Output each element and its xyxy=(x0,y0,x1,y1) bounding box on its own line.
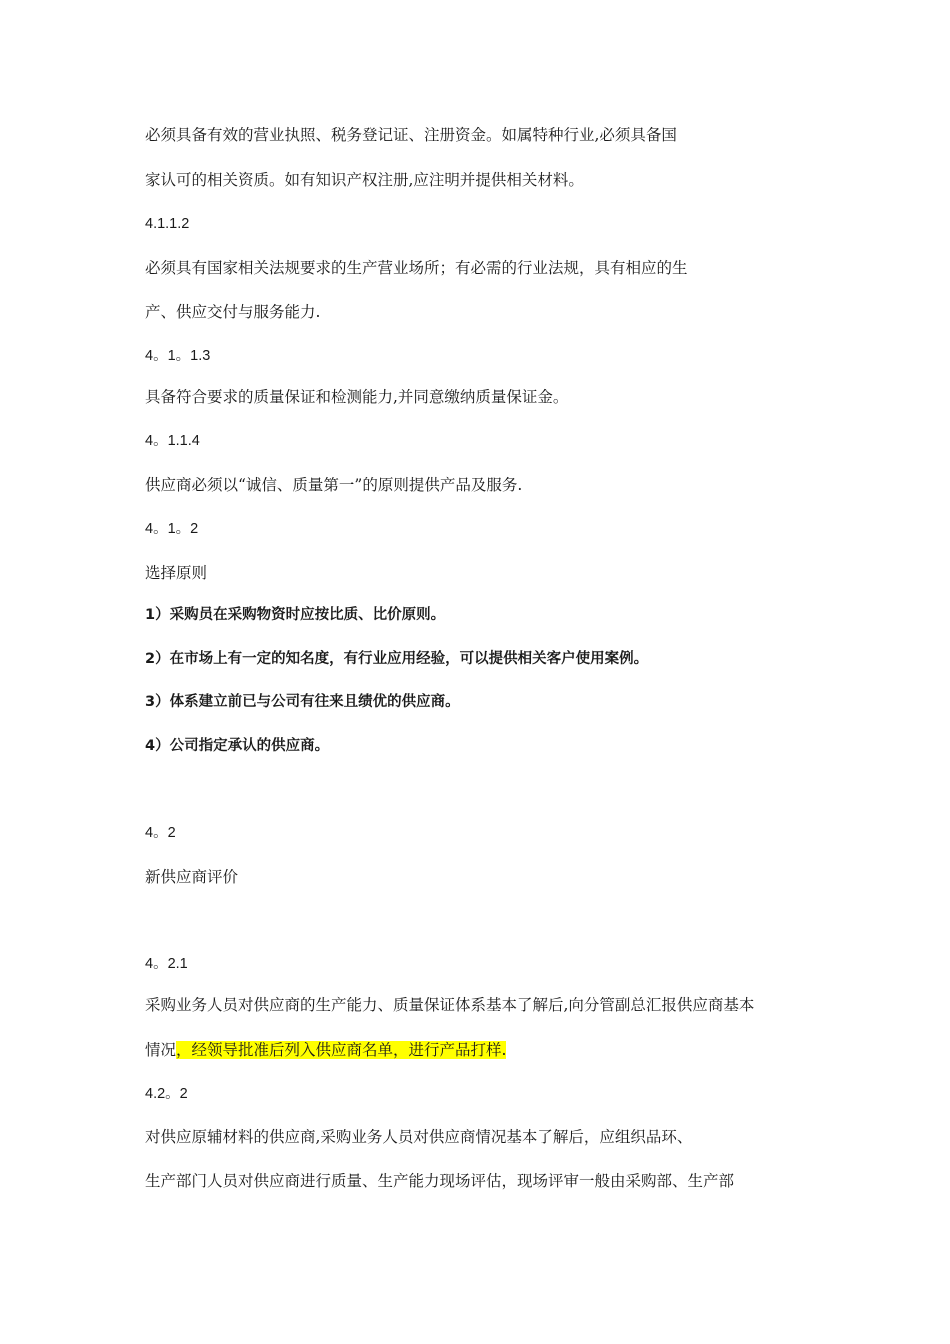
paragraph-text: 情况 xyxy=(145,1041,177,1059)
section-title: 新供应商评价 xyxy=(145,868,239,886)
paragraph-line: 供应商必须以“诚信、质量第一”的原则提供产品及服务. xyxy=(145,476,523,494)
section-number: 4.1.1.2 xyxy=(145,216,190,232)
paragraph-line: 采购业务人员对供应商的生产能力、质量保证体系基本了解后,向分管副总汇报供应商基本 xyxy=(145,996,755,1014)
highlighted-text: ，经领导批准后列入供应商名单，进行产品打样. xyxy=(176,1041,507,1059)
paragraph-line: 选择原则 xyxy=(145,564,208,582)
section-number: 4。2 xyxy=(145,825,176,841)
section-number: 4。2.1 xyxy=(145,956,188,972)
section-number: 4。1.1.4 xyxy=(145,433,200,449)
list-item: 1）采购员在采购物资时应按比质、比价原则。 xyxy=(145,607,446,623)
paragraph-line: 必须具备有效的营业执照、税务登记证、注册资金。如属特种行业,必须具备国 xyxy=(145,126,677,144)
section-number: 4。1。2 xyxy=(145,521,199,537)
paragraph-line: 生产部门人员对供应商进行质量、生产能力现场评估，现场评审一般由采购部、生产部 xyxy=(145,1172,735,1190)
list-item: 2）在市场上有一定的知名度，有行业应用经验，可以提供相关客户使用案例。 xyxy=(145,651,649,667)
paragraph-line: 对供应原辅材料的供应商,采购业务人员对供应商情况基本了解后，应组织品环、 xyxy=(145,1128,693,1146)
paragraph-line: 具备符合要求的质量保证和检测能力,并同意缴纳质量保证金。 xyxy=(145,388,569,406)
paragraph-line: 家认可的相关资质。如有知识产权注册,应注明并提供相关材料。 xyxy=(145,171,584,189)
list-item: 3）体系建立前已与公司有往来且绩优的供应商。 xyxy=(145,694,460,710)
section-number: 4。1。1.3 xyxy=(145,348,211,364)
list-item: 4）公司指定承认的供应商。 xyxy=(145,738,330,754)
paragraph-line xyxy=(145,1039,506,1061)
paragraph-line: 产、供应交付与服务能力. xyxy=(145,303,321,321)
section-number: 4.2。2 xyxy=(145,1086,188,1102)
paragraph-line: 必须具有国家相关法规要求的生产营业场所；有必需的行业法规，具有相应的生 xyxy=(145,259,688,277)
